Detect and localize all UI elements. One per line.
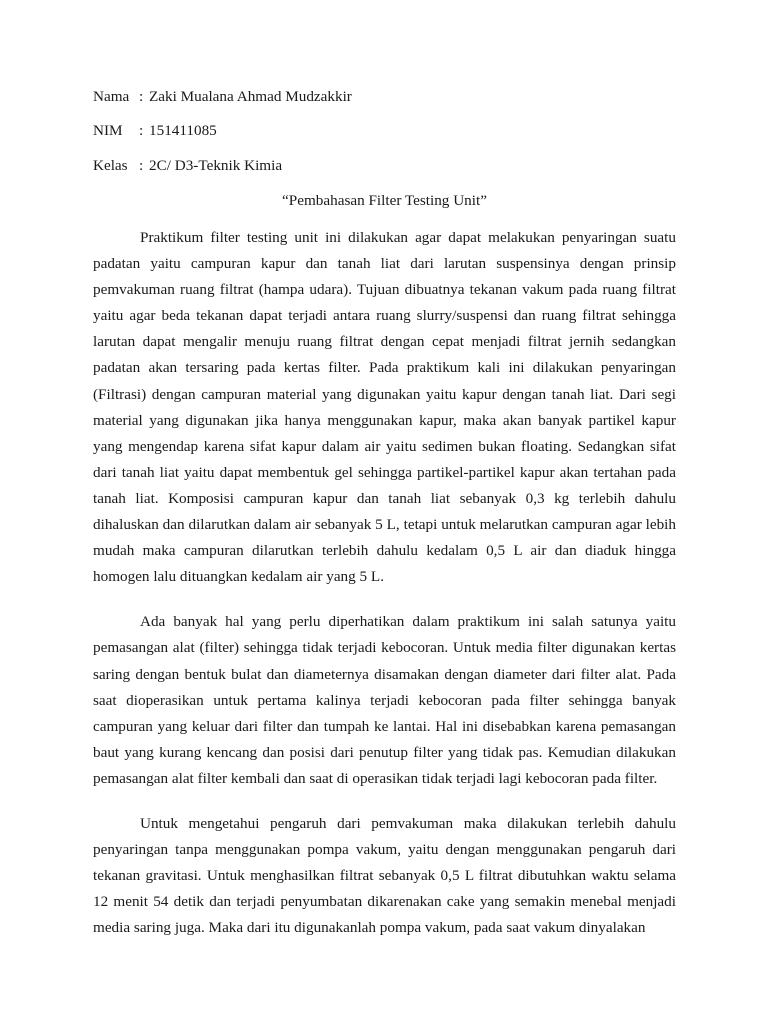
name-value: Zaki Mualana Ahmad Mudzakkir <box>149 88 352 105</box>
paragraph-1: Praktikum filter testing unit ini dilakukan agar dapat melakukan penyaringan suatu padatan yaitu campuran kapur dan tanah liat dari larutan suspensinya dengan prinsip pemvakuman ruang filtrat (hampa udara). Tujuan dibuatnya tekanan vakum pada ruang filtrat yaitu agar beda tekanan dapat terjadi antara ruang slurry/suspensi dan ruang filtrat sehingga larutan dapat mengalir menuju ruang filtrat dengan cepat menjadi filtrat jernih sedangkan padatan akan tersaring pada kertas filter. Pada praktikum kali ini dilakukan penyaringan (Filtrasi) dengan campuran material yang digunakan yaitu kapur dengan tanah liat. Dari segi material yang digunakan jika hanya menggunakan kapur, maka akan banyak partikel kapur yang mengendap karena sifat kapur dalam air yaitu sedimen bukan floating. Sedangkan sifat dari tanah liat yaitu dapat membentuk gel sehingga partikel-partikel kapur akan tertahan pada tanah liat. Komposisi campuran kapur dan tanah liat sebanyak 0,3 kg terlebih dahulu dihaluskan dan dilarutkan dalam air sebanyak 5 L, tetapi untuk melarutkan campuran agar lebih mudah maka campuran dilarutkan terlebih dahulu kedalam 0,5 L air dan diaduk hingga homogen lalu dituangkan kedalam air yang 5 L. <box>93 229 676 586</box>
nim-separator: : <box>139 122 144 139</box>
kelas-label: Kelas <box>93 157 128 174</box>
document-body <box>93 225 676 960</box>
paragraph-3: Untuk mengetahui pengaruh dari pemvakuman maka dilakukan terlebih dahulu penyaringan tanpa menggunakan pompa vakum, yaitu dengan menggunakan pengaruh dari tekanan gravitasi. Untuk menghasilkan filtrat sebanyak 0,5 L filtrat dibutuhkan waktu selama 12 menit 54 detik dan terjadi penyumbatan dikarenakan cake yang semakin menebal menjadi media saring juga. Maka dari itu digunakanlah pompa vakum, pada saat vakum dinyalakan <box>93 814 676 937</box>
kelas-separator: : <box>139 157 144 174</box>
document-title: “Pembahasan Filter Testing Unit” <box>282 192 487 209</box>
name-label: Nama <box>93 88 130 105</box>
name-separator: : <box>139 88 144 105</box>
paragraph-2: Ada banyak hal yang perlu diperhatikan dalam praktikum ini salah satunya yaitu pemasangan alat (filter) sehingga tidak terjadi kebocoran. Untuk media filter digunakan kertas saring dengan bentuk bulat dan diameternya disamakan dengan diameter dari filter alat. Pada saat dioperasikan untuk pertama kalinya terjadi kebocoran pada filter sehingga banyak campuran yang keluar dari filter dan tumpah ke lantai. Hal ini disebabkan karena pemasangan baut yang kurang kencang dan posisi dari penutup filter yang tidak pas. Kemudian dilakukan pemasangan alat filter kembali dan saat di operasikan tidak terjadi lagi kebocoran pada filter. <box>93 613 676 787</box>
kelas-value: 2C/ D3-Teknik Kimia <box>149 157 283 174</box>
nim-label: NIM <box>93 122 123 139</box>
nim-value: 151411085 <box>149 122 217 139</box>
